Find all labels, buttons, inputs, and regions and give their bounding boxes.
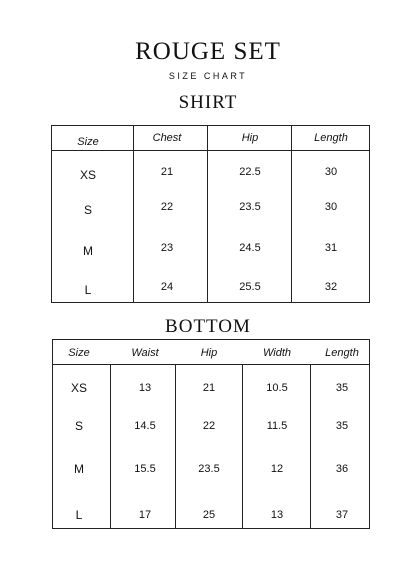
bottom-size-label: XS — [70, 381, 88, 395]
bottom-header-hip: Hip — [200, 347, 218, 359]
shirt-header-size: Size — [77, 136, 99, 148]
bottom-measurement-cell: 17 — [138, 509, 152, 521]
bottom-measurement-cell: 23.5 — [198, 463, 220, 475]
bottom-measurement-cell: 25 — [202, 509, 216, 521]
bottom-size-label: S — [74, 419, 84, 433]
shirt-header-hip: Hip — [241, 132, 259, 144]
shirt-measurement-cell: 23 — [160, 242, 174, 254]
shirt-size-label: M — [83, 244, 93, 258]
shirt-measurement-cell: 22.5 — [239, 166, 261, 178]
shirt-measurement-cell: 31 — [324, 242, 338, 254]
shirt-measurement-cell: 25.5 — [239, 281, 261, 293]
shirt-measurement-cell: 24.5 — [239, 242, 261, 254]
bottom-measurement-cell: 37 — [335, 509, 349, 521]
bottom-section-title: BOTTOM — [165, 316, 251, 337]
shirt-measurement-cell: 30 — [324, 166, 338, 178]
bottom-measurement-cell: 22 — [202, 420, 216, 432]
bottom-measurement-cell: 36 — [335, 463, 349, 475]
bottom-size-label: L — [75, 508, 83, 522]
bottom-measurement-cell: 11.5 — [266, 420, 288, 432]
shirt-measurement-cell: 30 — [324, 201, 338, 213]
shirt-measurement-cell: 22 — [160, 201, 174, 213]
bottom-column-divider — [310, 364, 311, 528]
shirt-header-length: Length — [314, 132, 348, 144]
bottom-column-divider — [110, 364, 111, 528]
shirt-measurement-cell: 23.5 — [239, 201, 261, 213]
bottom-measurement-cell: 15.5 — [134, 463, 156, 475]
shirt-measurement-cell: 32 — [324, 281, 338, 293]
bottom-size-label: M — [74, 462, 84, 476]
shirt-column-divider — [207, 126, 208, 302]
bottom-measurement-cell: 13 — [138, 382, 152, 394]
shirt-column-divider — [133, 126, 134, 302]
bottom-measurement-cell: 35 — [335, 382, 349, 394]
bottom-measurement-cell: 21 — [202, 382, 216, 394]
shirt-column-divider — [291, 126, 292, 302]
bottom-header-waist: Waist — [131, 347, 159, 359]
page-title: ROUGE SET — [135, 38, 281, 65]
bottom-header-size: Size — [68, 347, 90, 359]
bottom-measurement-cell: 12 — [270, 463, 284, 475]
shirt-section-title: SHIRT — [178, 92, 238, 113]
shirt-header-chest: Chest — [152, 132, 182, 144]
bottom-size-table — [52, 339, 370, 529]
page-subtitle: SIZE CHART — [168, 71, 248, 81]
bottom-measurement-cell: 13 — [270, 509, 284, 521]
bottom-measurement-cell: 10.5 — [266, 382, 288, 394]
bottom-column-divider — [175, 364, 176, 528]
bottom-measurement-cell: 14.5 — [134, 420, 156, 432]
bottom-column-divider — [242, 364, 243, 528]
shirt-size-table — [51, 125, 370, 303]
shirt-size-label: L — [84, 283, 92, 297]
shirt-measurement-cell: 21 — [160, 166, 174, 178]
shirt-size-label: S — [83, 203, 93, 217]
shirt-measurement-cell: 24 — [160, 281, 174, 293]
bottom-header-width: Width — [262, 347, 292, 359]
bottom-measurement-cell: 35 — [335, 420, 349, 432]
shirt-size-label: XS — [79, 168, 97, 182]
bottom-header-length: Length — [325, 347, 359, 359]
